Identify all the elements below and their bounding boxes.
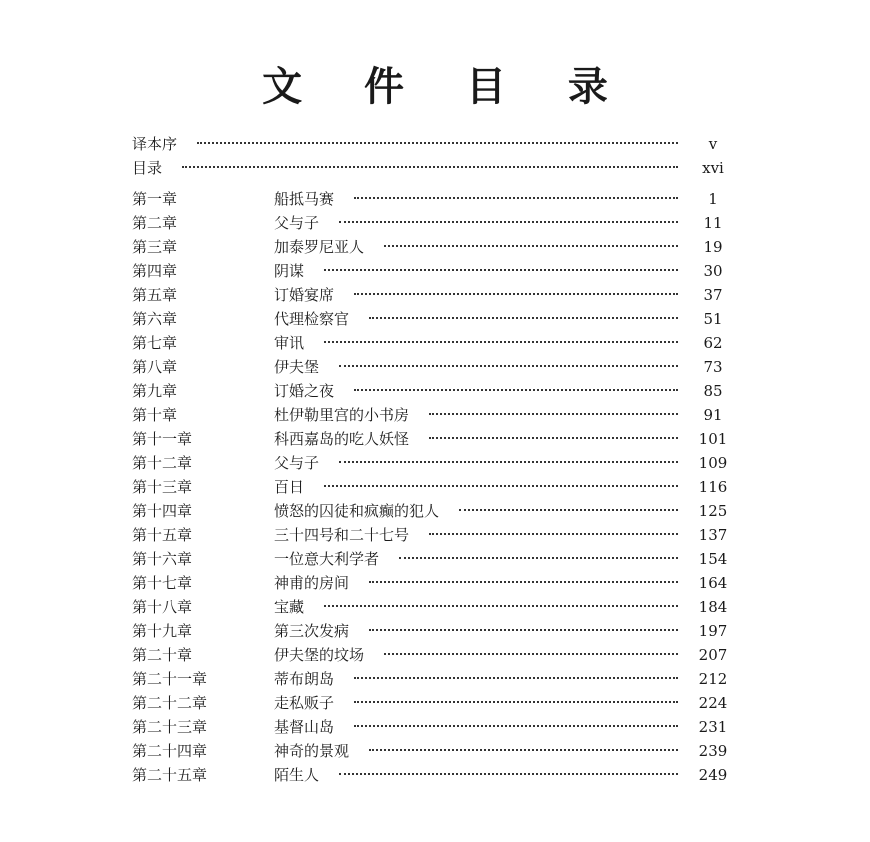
chapter-page: 73: [703, 358, 723, 376]
chapter-page: 37: [703, 286, 723, 304]
chapter-number: 第二章: [132, 214, 178, 232]
toc-entry-chapter[interactable]: [132, 667, 742, 691]
chapter-number: 第二十一章: [132, 670, 208, 688]
chapter-page: 101: [698, 430, 728, 448]
chapter-page: 137: [698, 526, 728, 544]
toc-entry-chapter[interactable]: [132, 547, 742, 571]
chapter-number: 第二十章: [132, 646, 193, 664]
dot-leader: [399, 557, 678, 559]
dot-leader: [182, 166, 678, 168]
entry-page: v: [708, 135, 718, 153]
chapter-title: 陌生人: [274, 766, 320, 784]
dot-leader: [369, 749, 678, 751]
chapter-title: 蒂布朗岛: [274, 670, 335, 688]
chapter-number: 第一章: [132, 190, 178, 208]
toc-entry-chapter[interactable]: [132, 691, 742, 715]
chapter-title: 父与子: [274, 454, 320, 472]
toc-entry-preface[interactable]: [132, 132, 742, 156]
chapter-title: 杜伊勒里宫的小书房: [274, 406, 410, 424]
entry-label: 目录: [132, 159, 163, 177]
dot-leader: [429, 413, 678, 415]
chapter-number: 第五章: [132, 286, 178, 304]
toc-entry-chapter[interactable]: [132, 211, 742, 235]
toc-entry-chapter[interactable]: [132, 643, 742, 667]
toc-entry-chapter[interactable]: [132, 595, 742, 619]
toc-entry-chapter[interactable]: [132, 475, 742, 499]
chapter-page: 125: [698, 502, 728, 520]
dot-leader: [354, 701, 678, 703]
chapter-title: 父与子: [274, 214, 320, 232]
dot-leader: [369, 317, 678, 319]
chapter-page: 197: [698, 622, 728, 640]
chapter-title: 第三次发病: [274, 622, 350, 640]
chapter-page: 239: [698, 742, 728, 760]
chapter-title: 代理检察官: [274, 310, 350, 328]
toc-entry-chapter[interactable]: [132, 235, 742, 259]
chapter-title: 船抵马赛: [274, 190, 335, 208]
chapter-page: 51: [703, 310, 723, 328]
chapter-number: 第六章: [132, 310, 178, 328]
dot-leader: [324, 341, 678, 343]
dot-leader: [429, 533, 678, 535]
chapter-title: 宝藏: [274, 598, 305, 616]
chapter-title: 走私贩子: [274, 694, 335, 712]
toc-entry-chapter[interactable]: [132, 187, 742, 211]
chapter-page: 116: [698, 478, 728, 496]
toc-entry-chapter[interactable]: [132, 259, 742, 283]
chapter-title: 神奇的景观: [274, 742, 350, 760]
chapter-page: 249: [698, 766, 728, 784]
chapter-page: 1: [708, 190, 718, 208]
toc-entry-chapter[interactable]: [132, 763, 742, 787]
chapter-number: 第十章: [132, 406, 178, 424]
chapter-page: 164: [698, 574, 728, 592]
dot-leader: [369, 581, 678, 583]
chapter-page: 11: [703, 214, 723, 232]
chapter-number: 第十四章: [132, 502, 193, 520]
chapter-page: 85: [703, 382, 723, 400]
dot-leader: [324, 485, 678, 487]
toc-entry-chapter[interactable]: [132, 715, 742, 739]
dot-leader: [324, 605, 678, 607]
dot-leader: [459, 509, 678, 511]
chapter-number: 第十三章: [132, 478, 193, 496]
chapter-number: 第十七章: [132, 574, 193, 592]
dot-leader: [354, 677, 678, 679]
front-matter-list: [132, 132, 742, 180]
toc-entry-chapter[interactable]: [132, 307, 742, 331]
chapter-title: 审讯: [274, 334, 305, 352]
dot-leader: [354, 197, 678, 199]
dot-leader: [429, 437, 678, 439]
chapter-number: 第八章: [132, 358, 178, 376]
page-title: 文 件 目 录: [262, 63, 632, 110]
toc-entry-chapter[interactable]: [132, 499, 742, 523]
chapter-title: 伊夫堡的坟场: [274, 646, 365, 664]
chapter-page: 91: [703, 406, 723, 424]
chapter-title: 阴谋: [274, 262, 305, 280]
chapter-number: 第九章: [132, 382, 178, 400]
chapter-title: 加泰罗尼亚人: [274, 238, 365, 256]
dot-leader: [354, 293, 678, 295]
dot-leader: [339, 365, 678, 367]
toc-entry-contents[interactable]: [132, 156, 742, 180]
chapter-number: 第十九章: [132, 622, 193, 640]
chapter-number: 第二十五章: [132, 766, 208, 784]
dot-leader: [369, 629, 678, 631]
chapter-number: 第十五章: [132, 526, 193, 544]
chapter-number: 第十一章: [132, 430, 193, 448]
chapter-title: 科西嘉岛的吃人妖怪: [274, 430, 410, 448]
toc-entry-chapter[interactable]: [132, 379, 742, 403]
chapter-title: 百日: [274, 478, 305, 496]
chapter-number: 第二十二章: [132, 694, 208, 712]
dot-leader: [324, 269, 678, 271]
dot-leader: [354, 725, 678, 727]
toc-entry-chapter[interactable]: [132, 355, 742, 379]
dot-leader: [339, 773, 678, 775]
chapter-page: 224: [698, 694, 728, 712]
chapter-title: 订婚之夜: [274, 382, 335, 400]
toc-entry-chapter[interactable]: [132, 427, 742, 451]
chapter-number: 第七章: [132, 334, 178, 352]
chapter-number: 第十六章: [132, 550, 193, 568]
chapter-number: 第十二章: [132, 454, 193, 472]
chapter-page: 184: [698, 598, 728, 616]
chapter-number: 第三章: [132, 238, 178, 256]
chapter-list: [132, 187, 742, 787]
entry-label: 译本序: [132, 135, 178, 153]
toc-entry-chapter[interactable]: [132, 403, 742, 427]
chapter-page: 19: [703, 238, 723, 256]
dot-leader: [339, 461, 678, 463]
chapter-number: 第四章: [132, 262, 178, 280]
chapter-page: 207: [698, 646, 728, 664]
chapter-page: 30: [703, 262, 723, 280]
toc-entry-chapter[interactable]: [132, 283, 742, 307]
chapter-number: 第二十三章: [132, 718, 208, 736]
entry-page: xvi: [702, 159, 724, 177]
toc-entry-chapter[interactable]: [132, 571, 742, 595]
chapter-number: 第十八章: [132, 598, 193, 616]
chapter-page: 109: [698, 454, 728, 472]
chapter-page: 231: [698, 718, 728, 736]
chapter-title: 三十四号和二十七号: [274, 526, 410, 544]
chapter-title: 订婚宴席: [274, 286, 335, 304]
chapter-title: 伊夫堡: [274, 358, 320, 376]
toc-entry-chapter[interactable]: [132, 331, 742, 355]
chapter-page: 154: [698, 550, 728, 568]
chapter-title: 神甫的房间: [274, 574, 350, 592]
dot-leader: [384, 653, 678, 655]
chapter-number: 第二十四章: [132, 742, 208, 760]
dot-leader: [354, 389, 678, 391]
dot-leader: [197, 142, 678, 144]
chapter-page: 62: [703, 334, 723, 352]
chapter-title: 一位意大利学者: [274, 550, 380, 568]
dot-leader: [384, 245, 678, 247]
chapter-title: 基督山岛: [274, 718, 335, 736]
dot-leader: [339, 221, 678, 223]
chapter-page: 212: [698, 670, 728, 688]
toc-entry-chapter[interactable]: [132, 619, 742, 643]
toc-entry-chapter[interactable]: [132, 739, 742, 763]
toc-entry-chapter[interactable]: [132, 451, 742, 475]
chapter-title: 愤怒的囚徒和疯癫的犯人: [274, 502, 440, 520]
toc-entry-chapter[interactable]: [132, 523, 742, 547]
